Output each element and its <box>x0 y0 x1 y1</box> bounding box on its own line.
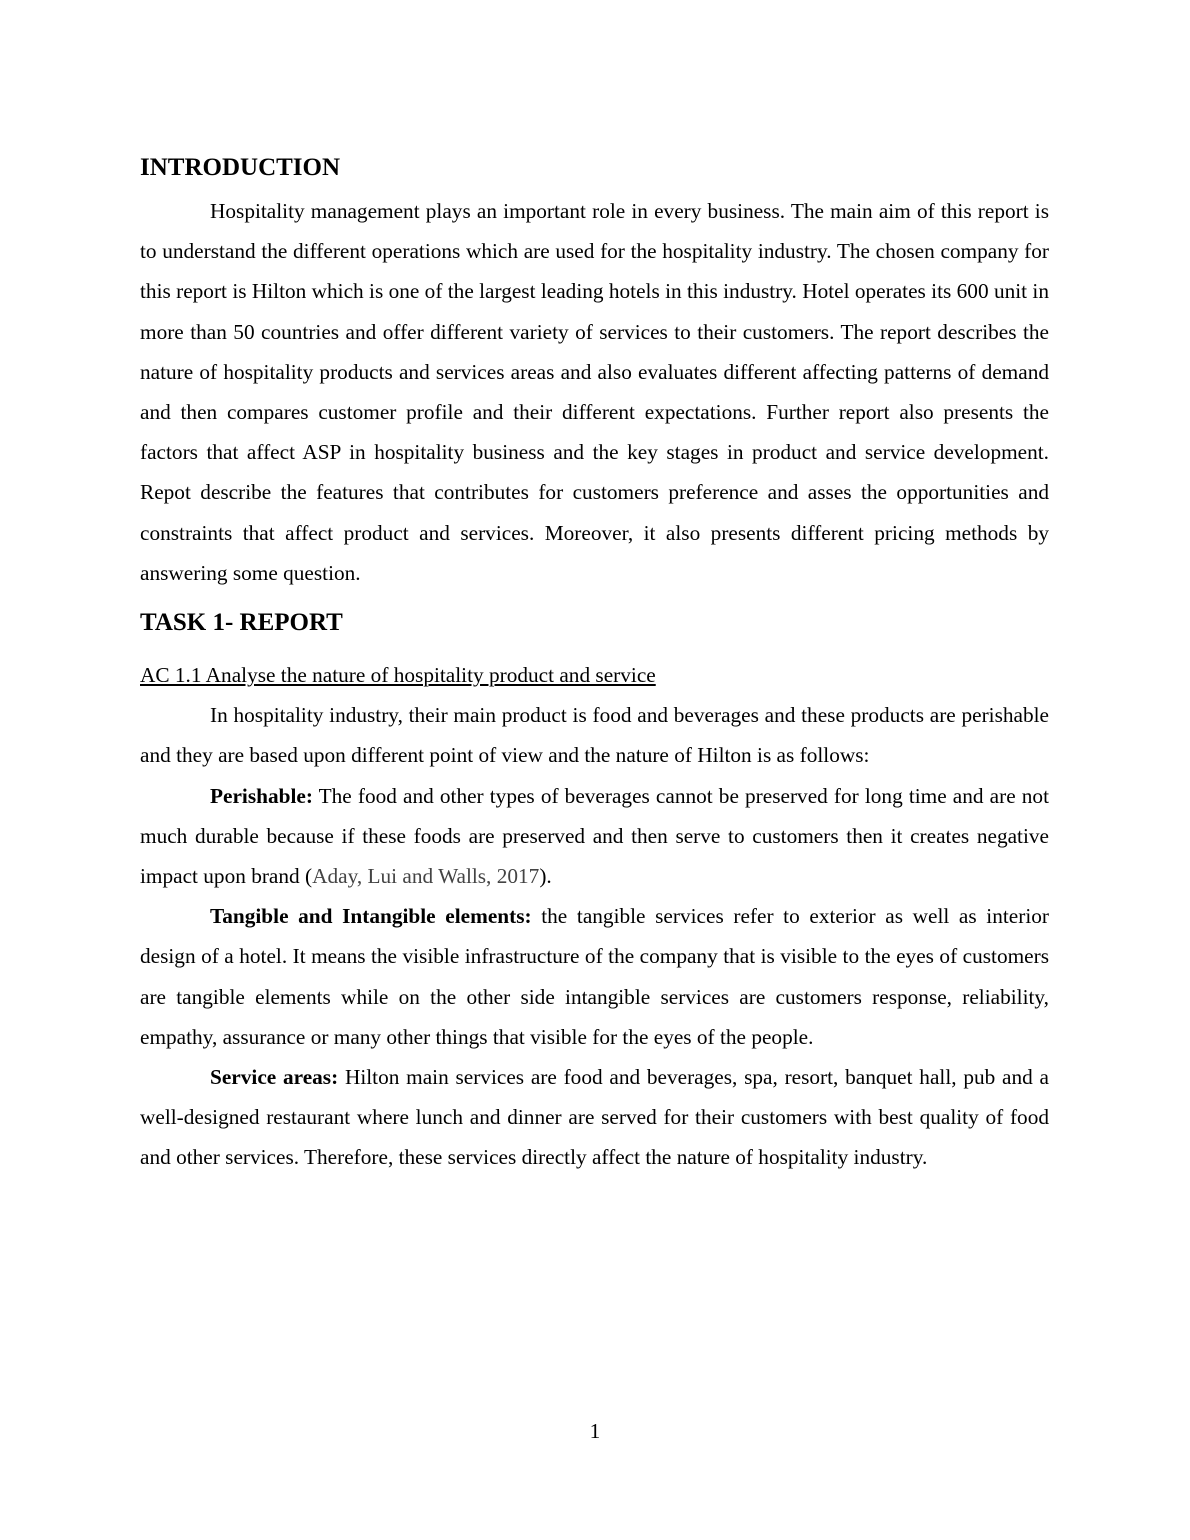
service-areas-text: Hilton main services are food and beverages, spa, resort, banquet hall, pub and a well-designed restaurant where lunch and dinner are served for their customers with best quality of food and other services. Therefore, these services directly affect the nature of hospitality industry. <box>140 1065 1049 1170</box>
tangible-term: Tangible and Intangible elements: <box>210 904 532 929</box>
tangible-text: the tangible services refer to exterior as well as interior design of a hotel. It means the visible infrastructure of the company that is visible to the eyes of customers are tangible elements while on the other side intangible services are customers response, reliability, empathy, assurance or many other things that visible for the eyes of the people. <box>140 904 1049 1049</box>
service-areas-term: Service areas: <box>210 1065 339 1090</box>
tangible-paragraph <box>140 896 1049 1057</box>
perishable-tail: ). <box>539 864 552 889</box>
perishable-paragraph <box>140 776 1049 897</box>
introduction-paragraph: Hospitality management plays an important role in every business. The main aim of this report is to understand the different operations which are used for the hospitality industry. The chosen company for this report is Hilton which is one of the largest leading hotels in this industry. Hotel operates its 600 unit in more than 50 countries and offer different variety of services to their customers. The report describes the nature of hospitality products and services areas and also evaluates different affecting patterns of demand and then compares customer profile and their different expectations. Further report also presents the factors that affect ASP in hospitality business and the key stages in product and service development. Repot describe the features that contributes for customers preference and asses the opportunities and constraints that affect product and services. Moreover, it also presents different pricing methods by answering some question. <box>140 199 1049 585</box>
perishable-text: The food and other types of beverages cannot be preserved for long time and are not much durable because if these foods are preserved and then serve to customers then it creates negative impact upon brand ( <box>140 783 1049 889</box>
product-intro-paragraph: In hospitality industry, their main product is food and beverages and these products are perishable and they are based upon different point of view and the nature of Hilton is as follows: <box>140 703 1049 768</box>
service-areas-paragraph <box>140 1057 1049 1178</box>
perishable-citation: Aday, Lui and Walls, 2017 <box>312 864 540 889</box>
document-page <box>140 148 1049 1178</box>
perishable-term: Perishable: <box>210 783 313 808</box>
section-subheading: AC 1.1 Analyse the nature of hospitality product and service <box>140 663 656 688</box>
introduction-heading: INTRODUCTION <box>140 154 341 181</box>
task-heading: TASK 1- REPORT <box>140 609 343 637</box>
page-number: 1 <box>589 1419 601 1443</box>
